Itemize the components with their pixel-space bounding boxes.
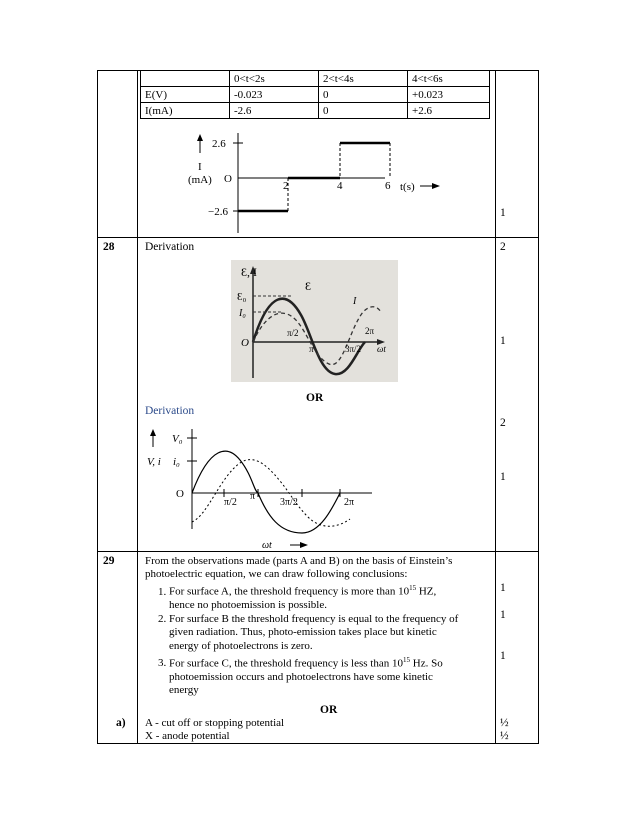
- list-item: 2. For surface B the threshold frequency is equal to the frequency of given radiation. Thus, photo-emission takes place but kinetic energy of photoelectrons is zero.: [169, 613, 495, 654]
- marks: ½: [500, 730, 509, 742]
- table-border-right: [538, 70, 539, 744]
- answer-text: From the observations made (parts A and B) on the basis of Einstein’s: [145, 555, 453, 567]
- i0-label: I₀: [239, 308, 246, 319]
- voltage-current-phase-figure: [140, 425, 380, 550]
- table-cell: 0<t<2s: [230, 71, 319, 87]
- tick-pi: π: [309, 344, 314, 354]
- x-tick: 4: [337, 180, 343, 192]
- tick-pi: π: [250, 491, 256, 502]
- tick-pi-half: π/2: [287, 328, 299, 338]
- curve-i-label: I: [353, 296, 357, 307]
- conclusions-list: [145, 582, 495, 698]
- part-label: a): [116, 717, 126, 729]
- vi-label: V, i: [147, 456, 161, 468]
- answer-text: Derivation: [145, 241, 195, 253]
- table-cell: 2<t<4s: [319, 71, 408, 87]
- origin-label: O: [241, 337, 249, 349]
- x-axis-label: t(s): [400, 181, 415, 193]
- marks: 2: [500, 241, 506, 253]
- table-cell: E(V): [141, 87, 230, 103]
- table-border-col2: [495, 70, 496, 744]
- tick-3pi-half: 3π/2: [345, 344, 362, 354]
- answer-text: Derivation: [145, 405, 195, 417]
- y-top-label: 2.6: [212, 138, 226, 150]
- y-axis-label: Ɛ, I: [241, 265, 258, 279]
- answer-text: X - anode potential: [145, 730, 230, 742]
- marks: 1: [500, 207, 506, 219]
- list-item: 1. For surface A, the threshold frequency is more than $10^{15}$ HZ, hence no photoemission is possible.: [169, 582, 495, 613]
- emf-current-phase-figure: [231, 260, 398, 382]
- table-row: [141, 87, 490, 103]
- y-axis-label: I: [198, 161, 202, 173]
- tick-2pi: 2π: [344, 497, 355, 508]
- question-number: 28: [103, 241, 115, 253]
- table-cell: I(mA): [141, 103, 230, 119]
- or-separator: OR: [306, 392, 324, 404]
- x-axis-label: ωt: [377, 344, 386, 354]
- marks: 1: [500, 609, 506, 621]
- e0-label: Ɛ₀: [237, 291, 247, 303]
- origin-label: O: [176, 488, 184, 500]
- emf-current-table: [140, 70, 490, 119]
- y-axis-unit: (mA): [188, 174, 212, 186]
- y-bottom-label: −2.6: [208, 206, 228, 218]
- marks: 1: [500, 650, 506, 662]
- table-cell: +0.023: [408, 87, 490, 103]
- marks: 2: [500, 417, 506, 429]
- table-row: [141, 103, 490, 119]
- answer-text: photoelectric equation, we can draw following conclusions:: [145, 568, 408, 580]
- origin-label: O: [224, 173, 232, 185]
- x-tick: 2: [283, 180, 289, 192]
- table-cell: -2.6: [230, 103, 319, 119]
- v0-label: V₀: [172, 433, 183, 445]
- table-cell: 0: [319, 87, 408, 103]
- table-cell: [141, 71, 230, 87]
- table-border-left: [97, 70, 98, 744]
- row-divider-29: [97, 551, 539, 552]
- tick-3pi-half: 3π/2: [280, 497, 298, 508]
- table-border-col1: [137, 70, 138, 744]
- answer-text: A - cut off or stopping potential: [145, 717, 285, 729]
- table-cell: -0.023: [230, 87, 319, 103]
- list-item: 3. For surface C, the threshold frequency is less than $10^{15}$ Hz. So photoemission occurs and photoelectrons have some kinetic energy: [169, 654, 495, 698]
- marks: 1: [500, 471, 506, 483]
- x-axis-label: ωt: [262, 540, 272, 550]
- marks: 1: [500, 335, 506, 347]
- or-separator: OR: [320, 704, 338, 716]
- table-cell: 0: [319, 103, 408, 119]
- current-time-graph: [170, 125, 470, 235]
- marks: 1: [500, 582, 506, 594]
- table-cell: +2.6: [408, 103, 490, 119]
- table-cell: 4<t<6s: [408, 71, 490, 87]
- i0-label: i₀: [173, 456, 180, 468]
- table-header-row: [141, 71, 490, 87]
- row-divider-28: [97, 237, 539, 238]
- x-tick: 6: [385, 180, 391, 192]
- tick-2pi: 2π: [365, 326, 375, 336]
- question-number: 29: [103, 555, 115, 567]
- curve-e-label: Ɛ: [305, 279, 312, 293]
- marks: ½: [500, 717, 509, 729]
- tick-pi-half: π/2: [224, 497, 237, 508]
- table-border-bottom: [97, 743, 539, 744]
